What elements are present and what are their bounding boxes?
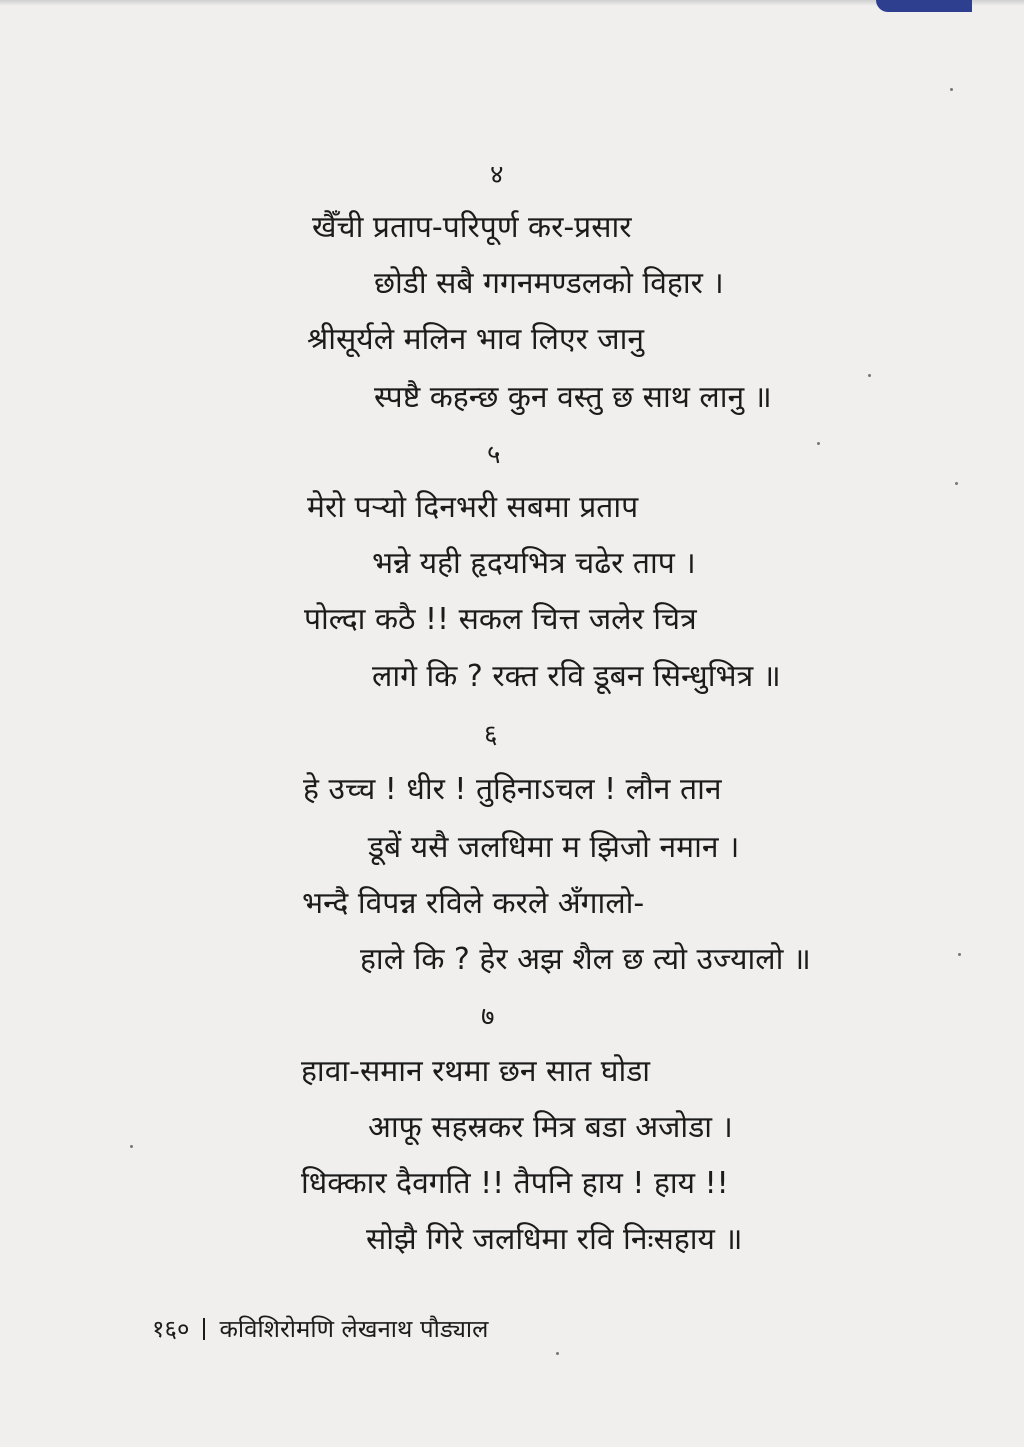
page-footer bbox=[152, 1312, 488, 1346]
verse-line: भन्दै विपन्न रविले करले अँगालो- bbox=[302, 886, 645, 921]
verse-line: सोझै गिरे जलधिमा रवि निःसहाय ॥ bbox=[366, 1222, 743, 1257]
verse-line: डूबें यसै जलधिमा म झिजो नमान । bbox=[368, 830, 740, 865]
scan-speck bbox=[817, 442, 820, 445]
verse-line: लागे कि ? रक्त रवि डूबन सिन्धुभित्र ॥ bbox=[372, 659, 781, 694]
verse-line: स्पष्टै कहन्छ कुन वस्तु छ साथ लानु ॥ bbox=[374, 380, 772, 415]
page-number: १६० bbox=[152, 1315, 190, 1343]
verse-line: पोल्दा कठै !! सकल चित्त जलेर चित्र bbox=[304, 602, 697, 637]
verse-line: मेरो पर्‍यो दिनभरी सबमा प्रताप bbox=[307, 490, 639, 525]
scan-speck bbox=[556, 1352, 559, 1355]
book-title: कविशिरोमणि लेखनाथ पौड्याल bbox=[219, 1315, 489, 1343]
stanza-number: ४ bbox=[490, 160, 504, 190]
footer-divider bbox=[203, 1318, 205, 1340]
verse-line: हे उच्च ! धीर ! तुहिनाऽचल ! लौन तान bbox=[303, 772, 722, 807]
verse-line: धिक्कार दैवगति !! तैपनि हाय ! हाय !! bbox=[301, 1166, 729, 1201]
scan-speck bbox=[955, 482, 958, 485]
scan-speck bbox=[130, 1145, 133, 1148]
blue-corner-mark bbox=[876, 0, 972, 12]
stanza-number: ६ bbox=[484, 720, 498, 750]
verse-line: छोडी सबै गगनमण्डलको विहार । bbox=[374, 266, 724, 301]
verse-line: हाले कि ? हेर अझ शैल छ त्यो उज्यालो ॥ bbox=[360, 942, 811, 977]
verse-line: खैँची प्रताप-परिपूर्ण कर-प्रसार bbox=[312, 210, 632, 245]
stanza-number: ५ bbox=[487, 440, 501, 470]
verse-line: भन्ने यही हृदयभित्र चढेर ताप । bbox=[372, 546, 696, 581]
scan-speck bbox=[950, 88, 953, 91]
scan-speck bbox=[958, 953, 961, 956]
scan-speck bbox=[868, 374, 871, 377]
verse-line: आफू सहस्रकर मित्र बडा अजोडा । bbox=[368, 1110, 733, 1145]
verse-line: श्रीसूर्यले मलिन भाव लिएर जानु bbox=[307, 322, 645, 357]
verse-line: हावा-समान रथमा छन सात घोडा bbox=[301, 1054, 651, 1089]
stanza-number: ७ bbox=[481, 1002, 495, 1032]
page-top-edge bbox=[0, 0, 1024, 6]
